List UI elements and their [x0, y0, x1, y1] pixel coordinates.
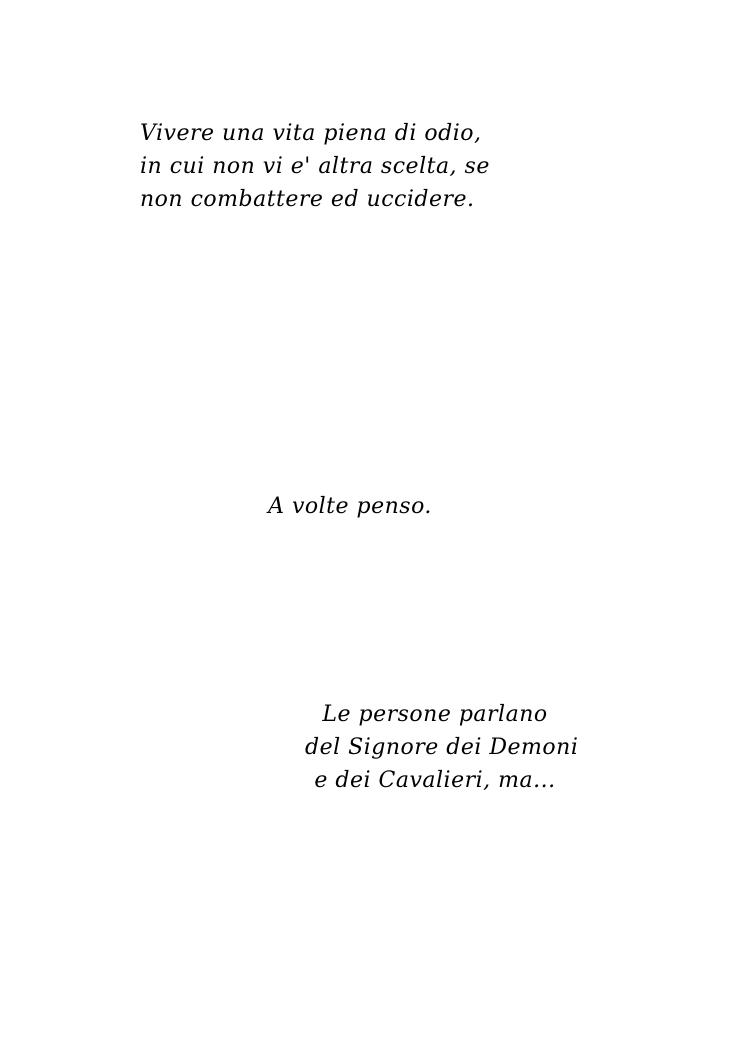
caption-1-line-2: in cui non vi e' altra scelta, se: [140, 154, 490, 179]
caption-3-line-3: e dei Cavalieri, ma...: [314, 768, 556, 793]
caption-2-line-1: A volte penso.: [268, 494, 432, 519]
caption-block-3: [305, 698, 579, 797]
caption-3-line-2: del Signore dei Demoni: [305, 735, 579, 760]
caption-3-line-1: Le persone parlano: [322, 702, 548, 727]
caption-1-line-3: non combattere ed uccidere.: [140, 187, 475, 212]
caption-block-2: [260, 490, 440, 523]
caption-1-line-1: Vivere una vita piena di odio,: [140, 121, 482, 146]
caption-block-1: [140, 117, 490, 216]
